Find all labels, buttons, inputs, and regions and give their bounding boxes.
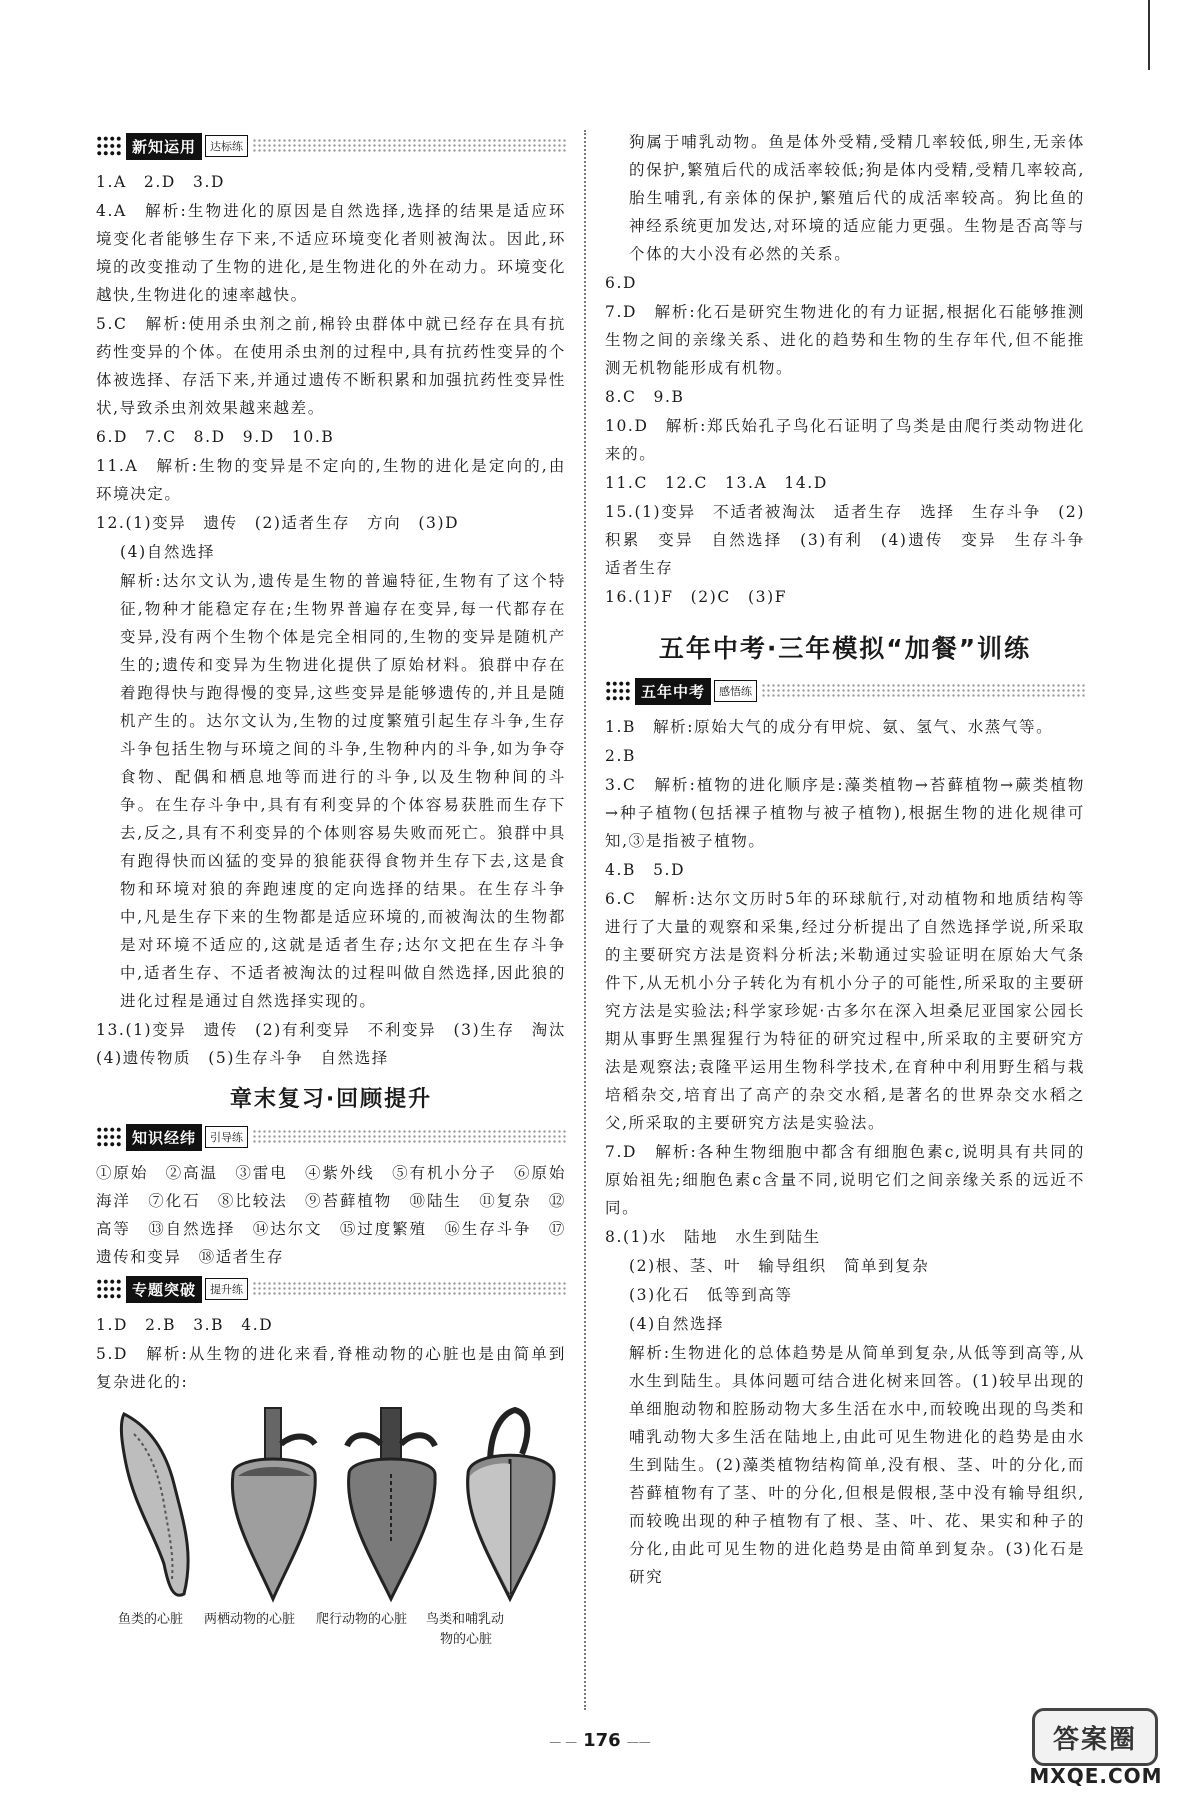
answer-paragraph: ①原始 ②高温 ③雷电 ④紫外线 ⑤有机小分子 ⑥原始海洋 ⑦化石 ⑧比较法 ⑨苔藓植物 ⑩陆生 ⑪复杂 ⑫高等 ⑬自然选择 ⑭达尔文 ⑮过度繁殖 ⑯生存斗争 ⑰遗传和变异 ⑱适者生存: [96, 1164, 566, 1266]
answer-paragraph: 7.D 解析:化石是研究生物进化的有力证据,根据化石能够推测生物之间的亲缘关系、进化的趋势和生物的生存年代,但不能推测无机物能形成有机物。: [605, 303, 1085, 377]
dotted-rule: [252, 138, 566, 154]
left-answers-1: [96, 168, 584, 1072]
answer-paragraph: 8.C 9.B: [605, 388, 685, 406]
banner-label: 五年中考: [635, 678, 711, 705]
answer-paragraph: 11.C 12.C 13.A 14.D: [605, 474, 828, 492]
section-title-chapter-review: 章末复习·回顾提升: [229, 1087, 433, 1112]
banner-sub: 达标练: [205, 135, 248, 157]
banner-label: 知识经纬: [126, 1124, 202, 1151]
answer-paragraph: (3)化石 低等到高等: [629, 1286, 793, 1304]
answer-paragraph: (4)自然选择: [629, 1315, 725, 1333]
answer-paragraph: 1.B 解析:原始大气的成分有甲烷、氨、氢气、水蒸气等。: [605, 718, 1054, 736]
watermark-text: 答案圈: [1032, 1708, 1158, 1766]
banner-wunian: [605, 677, 1085, 705]
answer-paragraph: 15.(1)变异 不适者被淘汰 适者生存 选择 生存斗争 (2)积累 变异 自然选择 (3)有利 (4)遗传 变异 生存斗争 适者生存: [605, 503, 1103, 577]
watermark-url: MXQE.COM: [1029, 1764, 1163, 1788]
page-number: 176: [583, 1730, 621, 1751]
dots-icon: [96, 135, 122, 157]
caption-amphibian-heart: 两栖动物的心脏: [204, 1612, 296, 1627]
heart-diagrams: [114, 1404, 560, 1604]
answer-paragraph: 4.A 解析:生物进化的原因是自然选择,选择的结果是适应环境变化者能够生存下来,不适应环境变化者则被淘汰。因此,环境的改变推动了生物的进化,是生物进化的外在动力。环境变化越快,生物进化的速率越快。: [96, 202, 566, 304]
answer-paragraph: 11.A 解析:生物的变异是不定向的,生物的进化是定向的,由环境决定。: [96, 457, 566, 503]
caption-bird-mammal-heart-line1: 鸟类和哺乳动: [426, 1612, 505, 1627]
answer-paragraph: 4.B 5.D: [605, 861, 686, 879]
dots-icon: [96, 1278, 122, 1300]
answer-paragraph: 5.D 解析:从生物的进化来看,脊椎动物的心脏也是由简单到复杂进化的:: [96, 1345, 566, 1391]
answer-paragraph: 狗属于哺乳动物。鱼是体外受精,受精几率较低,卵生,无亲体的保护,繁殖后代的成活率较低;狗是体内受精,受精几率较高,胎生哺乳,有亲体的保护,繁殖后代的成活率较高。狗比鱼的神经系统更加发达,对环境的适应能力更强。生物是否高等与个体的大小没有必然的关系。: [629, 133, 1085, 263]
banner-zhuanti: [96, 1275, 566, 1303]
dots-icon: [96, 1126, 122, 1148]
dots-icon: [605, 680, 631, 702]
answer-paragraph: 6.D 7.C 8.D 9.D 10.B: [96, 428, 335, 446]
reptile-heart-illustration: [341, 1404, 441, 1604]
right-answers-1: [605, 128, 1103, 611]
answer-paragraph: 1.A 2.D 3.D: [96, 173, 226, 191]
caption-reptile-heart: 爬行动物的心脏: [316, 1612, 408, 1627]
answer-paragraph: 5.C 解析:使用杀虫剂之前,棉铃虫群体中就已经存在具有抗药性变异的个体。在使用杀虫剂的过程中,具有抗药性变异的个体被选择、存活下来,并通过遗传不断积累和加强抗药性变异性状,导致杀虫剂效果越来越差。: [96, 315, 566, 417]
answer-paragraph: 12.(1)变异 遗传 (2)适者生存 方向 (3)D: [96, 514, 460, 532]
banner-xinzhi: [96, 132, 566, 160]
right-answers-2: [605, 713, 1085, 1591]
banner-sub: 引导练: [205, 1126, 248, 1148]
fish-heart-illustration: [114, 1404, 204, 1604]
answer-paragraph: 2.B: [605, 747, 636, 765]
answer-paragraph: (2)根、茎、叶 输导组织 简单到复杂: [629, 1257, 930, 1275]
left-answers-3: [96, 1311, 566, 1396]
caption-bird-mammal-heart-line2: 物的心脏: [440, 1632, 493, 1647]
answer-paragraph: 7.D 解析:各种生物细胞中都含有细胞色素c,说明具有共同的原始祖先;细胞色素c含量不同,说明它们之间亲缘关系的远近不同。: [605, 1143, 1085, 1217]
answer-paragraph: 13.(1)变异 遗传 (2)有利变异 不利变异 (3)生存 淘汰 (4)遗传物质 (5)生存斗争 自然选择: [96, 1021, 584, 1067]
section-title-exam-training: 五年中考·三年模拟“加餐”训练: [658, 634, 1032, 663]
answer-paragraph: (4)自然选择: [120, 543, 216, 561]
answer-paragraph: 3.C 解析:植物的进化顺序是:藻类植物→苔藓植物→蕨类植物→种子植物(包括裸子植物与被子植物),根据生物的进化规律可知,③是指被子植物。: [605, 776, 1085, 850]
answer-paragraph: 解析:达尔文认为,遗传是生物的普遍特征,生物有了这个特征,物种才能稳定存在;生物界普遍存在变异,每一代都存在变异,没有两个生物个体是完全相同的,生物的变异是随机产生的;遗传和变异为生物进化提供了原始材料。狼群中存在着跑得快与跑得慢的变异,这些变异是能够遗传的,并且是随机产生的。达尔文认为,生物的过度繁殖引起生存斗争,生存斗争包括生物与环境之间的斗争,生物种内的斗争,如为争夺食物、配偶和栖息地等而进行的斗争,以及生物种间的斗争。在生存斗争中,具有有利变异的个体容易获胜而生存下去,反之,具有不利变异的个体则容易失败而死亡。狼群中具有跑得快而凶猛的变异的狼能获得食物并生存下去,这是食物和环境对狼的奔跑速度的定向选择的结果。在生存斗争中,凡是生存下来的生物都是适应环境的,而被淘汰的生物都是对环境不适应的,这就是适者生存;达尔文把在生存斗争中,适者生存、不适者被淘汰的过程叫做自然选择,因此狼的进化过程是通过自然选择实现的。: [120, 572, 566, 1010]
amphibian-heart-illustration: [223, 1404, 323, 1604]
dotted-rule: [252, 1129, 566, 1145]
page-footer: — — 176 ——: [549, 1730, 651, 1751]
left-answers-2: [96, 1159, 566, 1271]
left-column: [96, 128, 584, 1652]
dotted-rule: [252, 1281, 566, 1297]
answer-paragraph: 6.D: [605, 274, 638, 292]
bird-mammal-heart-illustration: [460, 1404, 560, 1604]
dotted-rule: [761, 683, 1085, 699]
answer-paragraph: 16.(1)F (2)C (3)F: [605, 588, 788, 606]
banner-label: 专题突破: [126, 1276, 202, 1303]
answer-paragraph: 1.D 2.B 3.B 4.D: [96, 1316, 274, 1334]
heart-captions: [96, 1608, 566, 1652]
answer-paragraph: 8.(1)水 陆地 水生到陆生: [605, 1228, 821, 1246]
banner-sub: 感悟练: [714, 680, 757, 702]
banner-label: 新知运用: [126, 133, 202, 160]
banner-sub: 提升练: [205, 1278, 248, 1300]
watermark-logo: [1026, 1708, 1166, 1794]
answer-paragraph: 6.C 解析:达尔文历时5年的环球航行,对动植物和地质结构等进行了大量的观察和采集,经过分析提出了自然选择学说,所采取的主要研究方法是资料分析法;米勒通过实验证明在原始大气条件下,从无机小分子转化为有机小分子的可能性,所采取的主要研究方法是实验法;科学家珍妮·古多尔在深入坦桑尼亚国家公园长期从事野生黑猩猩行为特征的研究过程中,所采取的主要研究方法是观察法;袁隆平运用生物科学技术,在育种中利用野生稻与栽培稻杂交,培育出了高产的杂交水稻,是著名的世界杂交水稻之父,所采取的主要研究方法是实验法。: [605, 890, 1085, 1132]
answer-paragraph: 10.D 解析:郑氏始孔子鸟化石证明了鸟类是由爬行类动物进化来的。: [605, 417, 1085, 463]
caption-fish-heart: 鱼类的心脏: [118, 1612, 184, 1627]
banner-zhishi: [96, 1123, 566, 1151]
right-column: [605, 128, 1103, 1592]
page-edge-line: [1148, 0, 1150, 70]
answer-paragraph: 解析:生物进化的总体趋势是从简单到复杂,从低等到高等,从水生到陆生。具体问题可结合进化树来回答。(1)较早出现的单细胞动物和腔肠动物大多生活在水中,而较晚出现的鸟类和哺乳动物大多生活在陆地上,由此可见生物进化的趋势是由水生到陆生。(2)藻类植物结构简单,没有根、茎、叶的分化,而苔藓植物有了茎、叶的分化,但根是假根,茎中没有输导组织,而较晚出现的种子植物有了根、茎、叶、花、果实和种子的分化,由此可见生物的进化趋势是由简单到复杂。(3)化石是研究: [629, 1344, 1085, 1586]
column-divider: [584, 130, 586, 1710]
